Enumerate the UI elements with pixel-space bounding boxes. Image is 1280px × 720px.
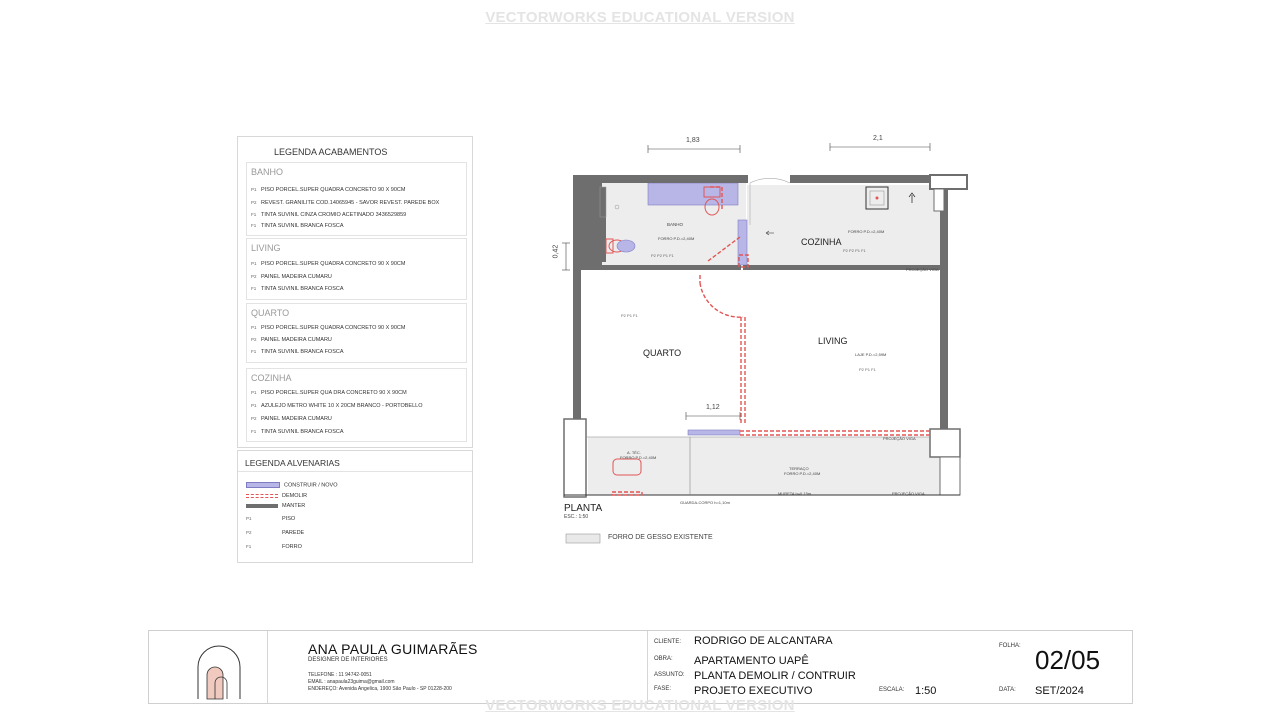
cozinha-floor xyxy=(747,185,942,267)
swatch-demolir xyxy=(246,494,278,498)
alv-row-piso: P1 PISO xyxy=(246,516,296,522)
data-value: SET/2024 xyxy=(1035,685,1084,697)
legend-row: P1 PISO PORCEL.SUPER QUADRA CONCRETO 90 X 90CM xyxy=(251,261,406,267)
watermark-bottom: VECTORWORKS EDUCATIONAL VERSION xyxy=(485,697,795,714)
legend-row: P2 PAINEL MADEIRA CUMARU xyxy=(251,274,332,280)
legend-row: F1 TINTA SUVINIL BRANCA FOSCA xyxy=(251,223,344,229)
note-banho-forro: FORRO P.D.=2,40M xyxy=(658,236,695,241)
legend-row: P1 AZULEJO METRO WHITE 10 X 20CM BRANCO - PORTOBELLO xyxy=(251,403,423,409)
pillar-left xyxy=(564,419,586,497)
legend-row: P1 PISO PORCEL.SUPER QUA DRA CONCRETO 90 X 90CM xyxy=(251,390,407,396)
plan-title: PLANTA xyxy=(564,503,603,514)
room-cozinha: COZINHA xyxy=(801,237,842,247)
note-cozinha-forro: FORRO P.D.=2,40M xyxy=(848,229,885,234)
cliente-value: RODRIGO DE ALCANTARA xyxy=(694,635,833,647)
divider xyxy=(238,471,472,472)
legenda-acabamentos-panel xyxy=(237,136,473,448)
finish-codes-living: P2 P1 F1 xyxy=(859,367,876,372)
dim-cozinha: 2,1 xyxy=(873,135,883,142)
dim-banho: 1,83 xyxy=(686,137,700,144)
group-name: COZINHA xyxy=(251,373,292,383)
alv-row-parede: P2 PAREDE xyxy=(246,530,305,536)
room-banho: BANHO xyxy=(667,222,684,227)
legend-group-quarto xyxy=(246,303,467,363)
legenda-alvenarias-panel xyxy=(237,450,473,563)
legend-row: P1 PISO PORCEL.SUPER QUADRA CONCRETO 90 X 90CM xyxy=(251,325,406,331)
designer-name: ANA PAULA GUIMARÃES xyxy=(308,641,478,657)
legend-row: P2 REVEST. GRANILITE COD.14065945 - SAVOR REVEST. PAREDE BOX xyxy=(251,200,440,206)
alv-row-demolir: DEMOLIR xyxy=(246,493,307,499)
obra-value: APARTAMENTO UAPÊ xyxy=(694,655,809,667)
divider xyxy=(267,631,268,703)
assunto-label: ASSUNTO: xyxy=(654,672,685,678)
terraco-floor xyxy=(588,437,958,495)
forro-swatch xyxy=(566,534,600,543)
group-name: LIVING xyxy=(251,243,281,253)
designer-phone: TELEFONE : 11 94742-0051 xyxy=(308,672,372,678)
legend-row: F1 TINTA SUVINIL CINZA CROMIO ACETINADO 3436529859 xyxy=(251,212,407,218)
legend-group-cozinha xyxy=(246,368,467,442)
legend-group-living xyxy=(246,238,467,300)
title-block xyxy=(148,630,1133,704)
data-label: DATA: xyxy=(999,687,1016,693)
legenda-acabamentos-title: LEGENDA ACABAMENTOS xyxy=(274,147,388,157)
legend-row: P2 PAINEL MADEIRA CUMARU xyxy=(251,337,332,343)
alv-row-manter: MANTER xyxy=(246,503,305,509)
watermark-top: VECTORWORKS EDUCATIONAL VERSION xyxy=(485,9,795,26)
note-guarda-corpo: GUARDA-CORPO h=1,10m xyxy=(680,500,730,505)
note-terraco: TERRAÇO xyxy=(789,466,809,471)
note-projecao-3: PROJEÇÃO VIGA xyxy=(892,491,925,496)
assunto-value: PLANTA DEMOLIR / CONTRUIR xyxy=(694,670,856,682)
dim-left: 0,42 xyxy=(552,244,560,259)
legend-row: F1 TINTA SUVINIL BRANCA FOSCA xyxy=(251,286,344,292)
room-quarto: QUARTO xyxy=(643,348,682,358)
finish-codes-cozinha: P2 P2 P1 F1 xyxy=(843,248,866,253)
forro-legend: FORRO DE GESSO EXISTENTE xyxy=(608,534,713,541)
legend-row: P1 PISO PORCEL.SUPER QUADRA CONCRETO 90 X 90CM xyxy=(251,187,406,193)
escala-label: ESCALA: xyxy=(879,687,905,693)
dim-door: 1,12 xyxy=(706,404,720,411)
legend-row: F1 TINTA SUVINIL BRANCA FOSCA xyxy=(251,429,344,435)
designer-address: ENDEREÇO: Avenida Angelica, 1900 São Paulo - SP 01228-200 xyxy=(308,686,452,692)
obra-label: OBRA: xyxy=(654,656,673,662)
alv-row-construir: CONSTRUIR / NOVO xyxy=(246,482,337,488)
alv-row-forro: F1 FORRO xyxy=(246,544,302,550)
fase-label: FASE: xyxy=(654,686,672,692)
fase-value: PROJETO EXECUTIVO xyxy=(694,685,813,697)
divider xyxy=(647,631,648,703)
pillar-right xyxy=(930,429,960,457)
plan-scale: ESC.: 1:50 xyxy=(564,514,589,520)
legend-row: F1 TINTA SUVINIL BRANCA FOSCA xyxy=(251,349,344,355)
note-projecao-2: PROJEÇÃO VIGA xyxy=(883,436,916,441)
legend-group-banho xyxy=(246,162,467,236)
construir-wall-2 xyxy=(688,430,740,435)
folha-value: 02/05 xyxy=(1035,645,1101,675)
cliente-label: CLIENTE: xyxy=(654,639,682,645)
group-name: BANHO xyxy=(251,167,284,177)
legenda-alvenarias-title: LEGENDA ALVENARIAS xyxy=(245,458,340,468)
room-living: LIVING xyxy=(818,336,848,346)
note-living-laje: LAJE P.D.=2,59M xyxy=(855,352,887,357)
banho-bench xyxy=(648,183,738,205)
designer-logo xyxy=(193,643,245,701)
group-name: QUARTO xyxy=(251,308,290,318)
swatch-construir xyxy=(246,482,280,488)
designer-email: EMAIL : anapaula23guima@gmail.com xyxy=(308,679,395,685)
designer-role: DESIGNER DE INTERIORES xyxy=(308,657,388,663)
note-projecao-1: PROJEÇÃO VIGA xyxy=(906,267,939,272)
note-ac-tec: A. TÉC. xyxy=(627,450,641,455)
legend-row: P2 PAINEL MADEIRA CUMARU xyxy=(251,416,332,422)
finish-codes-quarto: P2 P1 F1 xyxy=(621,313,638,318)
note-mureta: MURETA h=0,15m xyxy=(778,491,812,496)
escala-value: 1:50 xyxy=(915,685,937,697)
swatch-manter xyxy=(246,504,278,508)
finish-codes-banho: P2 P2 P1 F1 xyxy=(651,253,674,258)
note-ac-tec-forro: FORRO P.D.=2,40M xyxy=(620,455,657,460)
folha-label: FOLHA: xyxy=(999,643,1021,649)
note-terraco-forro: FORRO P.D.=2,40M xyxy=(784,471,821,476)
